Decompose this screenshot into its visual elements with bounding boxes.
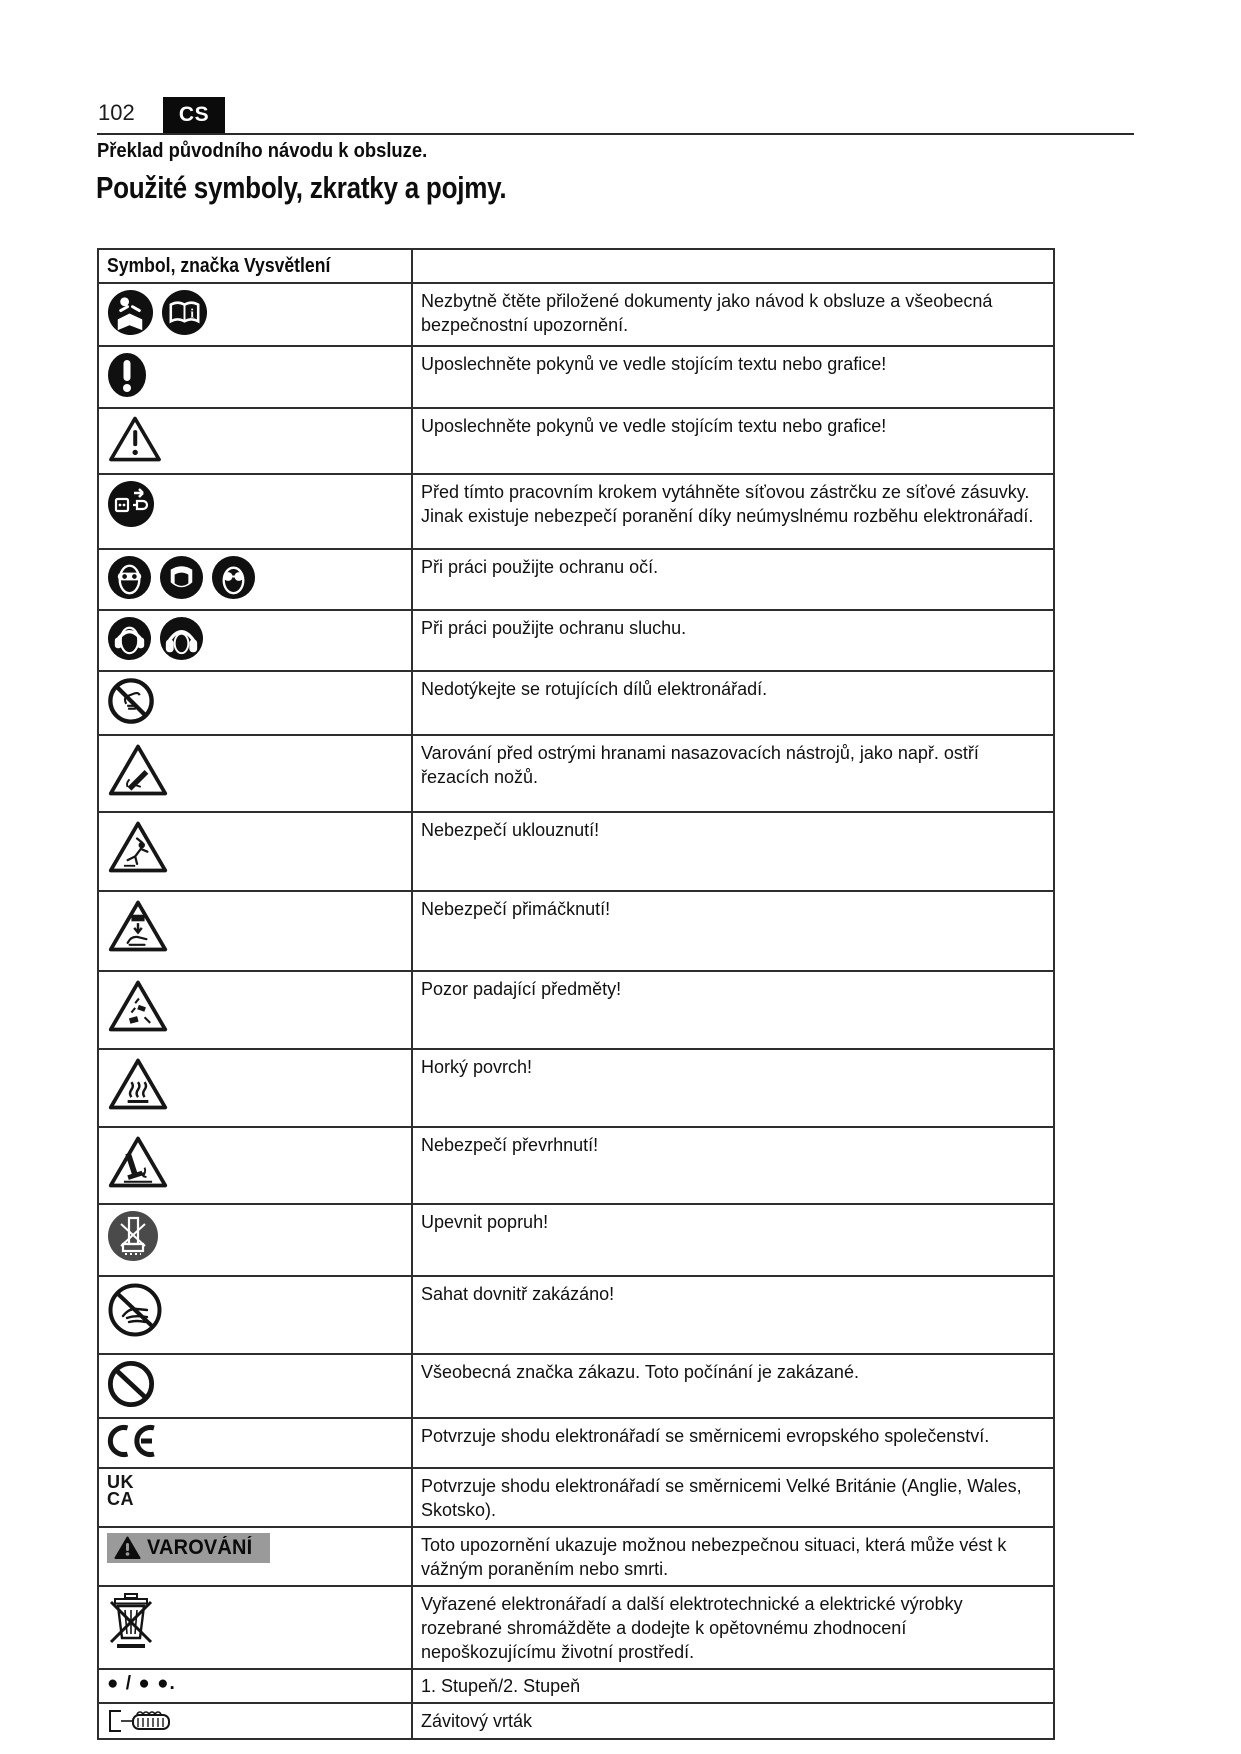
row-text: Nezbytně čtěte přiložené dokumenty jako návod k obsluze a všeobecná bezpečnostní upozornění. [412, 283, 1054, 346]
warning-triangle-icon [107, 414, 163, 464]
row-text: Nedotýkejte se rotujících dílů elektronářadí. [412, 671, 1054, 735]
slip-hazard-warning-icon [107, 818, 169, 876]
table-row [98, 1049, 1054, 1127]
table-row [98, 671, 1054, 735]
table-row [98, 1204, 1054, 1276]
table-row [98, 610, 1054, 671]
row-text: Závitový vrták [412, 1703, 1054, 1739]
falling-objects-warning-icon [107, 977, 169, 1035]
row-text: Potvrzuje shodu elektronářadí se směrnicemi evropského společenství. [412, 1418, 1054, 1468]
svg-text:i: i [190, 306, 194, 321]
row-text: Sahat dovnitř zakázáno! [412, 1276, 1054, 1354]
hot-surface-warning-icon [107, 1055, 169, 1113]
row-text: Pozor padající předměty! [412, 971, 1054, 1049]
row-text: Nebezpečí přimáčknutí! [412, 891, 1054, 971]
prohibition-icon [107, 1360, 155, 1408]
table-row [98, 1354, 1054, 1418]
row-text: Potvrzuje shodu elektronářadí se směrnicemi Velké Británie (Anglie, Wales, Skotsko). [412, 1468, 1054, 1527]
row-text: 1. Stupeň/2. Stupeň [412, 1669, 1054, 1703]
book-info-icon [161, 289, 208, 336]
table-row [98, 283, 1054, 346]
table-row [98, 812, 1054, 891]
ear-protection-icon [107, 616, 152, 661]
ukca-mark-icon [107, 1474, 134, 1508]
fasten-strap-icon [107, 1210, 159, 1262]
face-shield-icon [159, 555, 204, 600]
row-text: Před tímto pracovním krokem vytáhněte síťovou zástrčku ze síťové zásuvky. Jinak existuje nebezpečí poranění díky neúmyslnému rozběhu elektronářadí. [412, 474, 1054, 549]
weee-crossed-bin-icon [107, 1592, 155, 1650]
sharp-edges-warning-icon [107, 741, 169, 799]
goggles-icon [211, 555, 256, 600]
header-rule [97, 133, 1134, 135]
unplug-icon [107, 480, 155, 528]
row-text: Nebezpečí uklouznutí! [412, 812, 1054, 891]
translation-note: Překlad původního návodu k obsluze. [97, 140, 428, 162]
tip-over-warning-icon [107, 1133, 169, 1191]
table-row [98, 1276, 1054, 1354]
speed-step-dots-icon: ● / ● ●. [107, 1673, 176, 1694]
crush-hand-warning-icon [107, 897, 169, 955]
table-row [98, 735, 1054, 812]
table-row [98, 1468, 1054, 1527]
row-text: Nebezpečí převrhnutí! [412, 1127, 1054, 1204]
ukca-line1: UK [107, 1472, 134, 1492]
table-header-empty-cell [412, 249, 1054, 283]
table-row [98, 549, 1054, 610]
row-text: Při práci použijte ochranu očí. [412, 549, 1054, 610]
ukca-line2: CA [107, 1489, 134, 1509]
no-reach-inside-icon [107, 1282, 163, 1338]
language-badge: CS [163, 97, 225, 133]
exclamation-circle-icon [107, 352, 147, 398]
warning-label-text: VAROVÁNÍ [147, 1536, 253, 1559]
ce-mark-icon [107, 1424, 159, 1458]
row-text: Vyřazené elektronářadí a další elektrotechnické a elektrické výrobky rozebrané shromážděte a dodejte k opětovnému zhodnocení nepoškozujícímu životní prostředí. [412, 1586, 1054, 1669]
table-header-row [98, 249, 1054, 283]
table-row [98, 474, 1054, 549]
table-row [98, 891, 1054, 971]
page-number: 102 [98, 100, 135, 125]
symbols-table [97, 248, 1055, 1740]
read-manual-icon [107, 289, 154, 336]
eye-protection-icon [107, 555, 152, 600]
warning-triangle-icon [114, 1536, 141, 1560]
row-text: Uposlechněte pokynů ve vedle stojícím textu nebo grafice! [412, 408, 1054, 474]
row-text: Toto upozornění ukazuje možnou nebezpečnou situaci, která může vést k vážným poraněním nebo smrti. [412, 1527, 1054, 1586]
page-title: Použité symboly, zkratky a pojmy. [96, 170, 507, 205]
table-row [98, 408, 1054, 474]
row-text: Horký povrch! [412, 1049, 1054, 1127]
row-text: Upevnit popruh! [412, 1204, 1054, 1276]
table-row [98, 1418, 1054, 1468]
tap-drill-icon [107, 1708, 403, 1734]
table-header-cell: Symbol, značka Vysvětlení [98, 249, 412, 283]
table-row [98, 1586, 1054, 1669]
table-row [98, 1703, 1054, 1739]
table-row [98, 971, 1054, 1049]
table-row [98, 1669, 1054, 1703]
row-text: Varování před ostrými hranami nasazovacích nástrojů, jako např. ostří řezacích nožů. [412, 735, 1054, 812]
row-text: Všeobecná značka zákazu. Toto počínání je zakázané. [412, 1354, 1054, 1418]
warning-label-badge [107, 1533, 270, 1563]
row-text: Při práci použijte ochranu sluchu. [412, 610, 1054, 671]
no-touch-rotating-parts-icon [107, 677, 155, 725]
ear-muffs-icon [159, 616, 204, 661]
row-text: Uposlechněte pokynů ve vedle stojícím textu nebo grafice! [412, 346, 1054, 408]
table-row [98, 1127, 1054, 1204]
table-row [98, 346, 1054, 408]
table-row [98, 1527, 1054, 1586]
